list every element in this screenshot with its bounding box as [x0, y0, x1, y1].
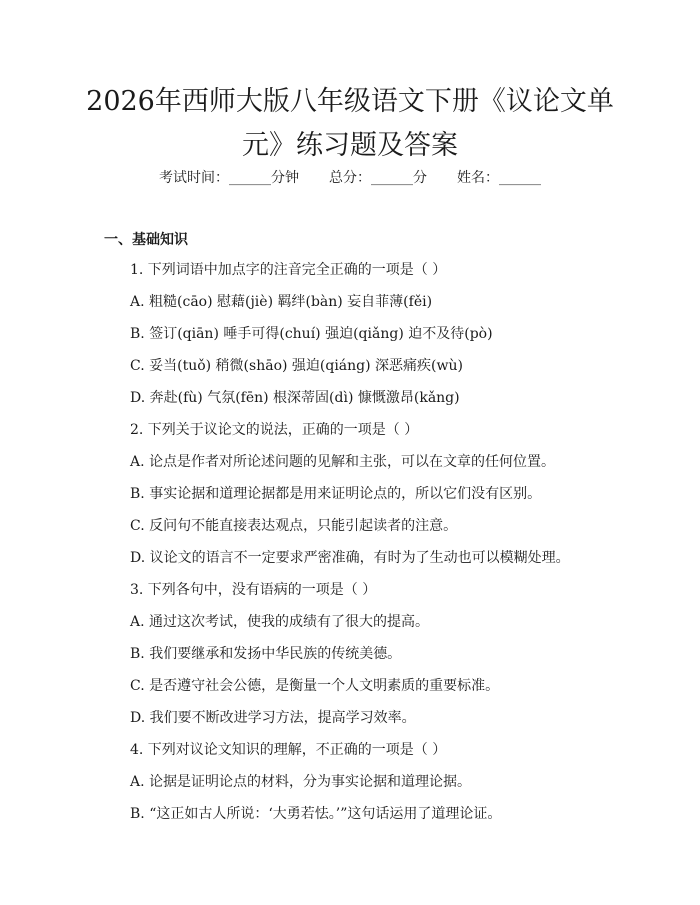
- exam-meta: [0, 167, 700, 187]
- q4-option-a: A. 论据是证明论点的材料，分为事实论据和道理论据。: [130, 774, 472, 790]
- question-1: 1. 下列词语中加点字的注音完全正确的一项是（ ）: [130, 262, 447, 278]
- total-score: 总分：______分: [329, 170, 427, 186]
- q2-option-d: D. 议论文的语言不一定要求严密准确，有时为了生动也可以模糊处理。: [130, 550, 570, 566]
- q3-option-a: A. 通过这次考试，使我的成绩有了很大的提高。: [130, 614, 430, 630]
- question-3: 3. 下列各句中，没有语病的一项是（ ）: [130, 582, 377, 598]
- q1-option-c: C. 妥当(tuǒ) 稍微(shāo) 强迫(qiáng) 深恶痛疾(wù): [130, 358, 463, 374]
- document-title: 2026年西师大版八年级语文下册《议论文单元》练习题及答案: [86, 86, 614, 161]
- exam-time: 考试时间：______分钟: [159, 170, 299, 186]
- q2-option-a: A. 论点是作者对所论述问题的见解和主张，可以在文章的任何位置。: [130, 454, 556, 470]
- q3-option-b: B. 我们要继承和发扬中华民族的传统美德。: [130, 646, 402, 662]
- student-name: 姓名：______: [457, 170, 541, 186]
- q1-option-a: A. 粗糙(cāo) 慰藉(jiè) 羁绊(bàn) 妄自菲薄(fěi): [130, 294, 433, 310]
- q3-option-d: D. 我们要不断改进学习方法，提高学习效率。: [130, 710, 416, 726]
- question-2: 2. 下列关于议论文的说法，正确的一项是（ ）: [130, 422, 419, 438]
- q2-option-b: B. 事实论据和道理论据都是用来证明论点的，所以它们没有区别。: [130, 486, 542, 502]
- q4-option-b: B. “这正如古人所说：‘大勇若怯。’”这句话运用了道理论证。: [130, 806, 502, 822]
- q2-option-c: C. 反问句不能直接表达观点，只能引起读者的注意。: [130, 518, 458, 534]
- question-list: [130, 260, 570, 836]
- section-heading: 一、基础知识: [104, 232, 188, 248]
- q1-option-d: D. 奔赴(fù) 气氛(fēn) 根深蒂固(dì) 慷慨激昂(kǎng): [130, 390, 460, 406]
- question-4: 4. 下列对议论文知识的理解，不正确的一项是（ ）: [130, 742, 447, 758]
- q1-option-b: B. 签订(qiān) 唾手可得(chuí) 强迫(qiǎng) 迫不及待(pò): [130, 326, 493, 342]
- q3-option-c: C. 是否遵守社会公德，是衡量一个人文明素质的重要标准。: [130, 678, 500, 694]
